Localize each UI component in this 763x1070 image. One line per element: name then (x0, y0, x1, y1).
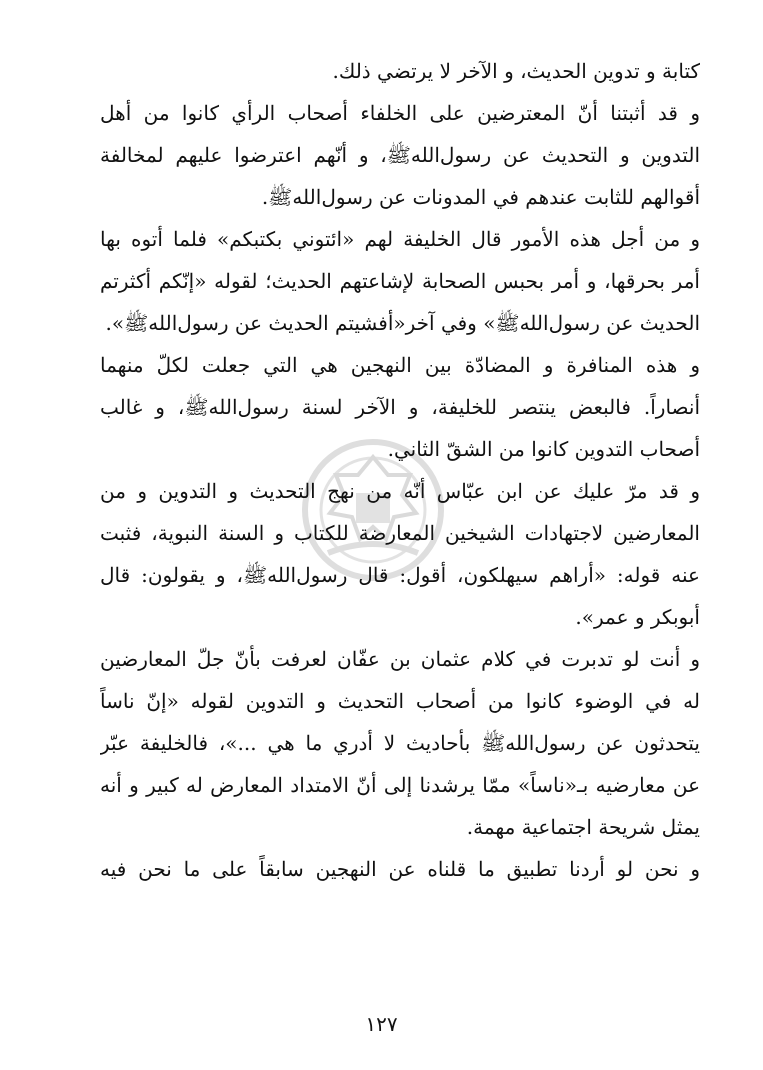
text-line: و قد أثبتنا أنّ المعترضين على الخلفاء أصحاب الرأي كانوا من أهل (100, 101, 700, 125)
text-line: أبوبكر و عمر». (575, 605, 700, 629)
text-line: و قد مرّ عليك عن ابن عبّاس أنّه من نهج التحديث و التدوين و من (100, 479, 700, 503)
text-line: عنه قوله: «أراهم سيهلكون، أقول: قال رسول‌اللهﷺ، و يقولون: قال (100, 563, 700, 587)
text-line: يمثل شريحة اجتماعية مهمة. (466, 815, 700, 839)
main-text (100, 50, 700, 890)
text-line: و هذه المنافرة و المضادّة بين النهجين هي التي جعلت لكلّ منهما (100, 353, 700, 377)
text-line: عن معارضيه بـ«ناساً» ممّا يرشدنا إلى أنّ الامتداد المعارض له كبير و أنه (100, 773, 700, 797)
text-line: أمر بحرقها، و أمر بحبس الصحابة لإشاعتهم الحديث؛ لقوله «إنّكم أكثرتم (100, 269, 700, 293)
page-number: ١٢٧ (365, 1012, 398, 1036)
text-line: أقوالهم للثابت عندهم في المدونات عن رسول‌اللهﷺ. (261, 185, 700, 209)
text-line: المعارضين لاجتهادات الشيخين المعارضة للكتاب و السنة النبوية، فثبت (100, 521, 700, 545)
text-line: أصحاب التدوين كانوا من الشقّ الثاني. (387, 437, 700, 461)
text-line: كتابة و تدوين الحديث، و الآخر لا يرتضي ذلك. (332, 59, 700, 83)
text-line: و أنت لو تدبرت في كلام عثمان بن عفّان لعرفت بأنّ جلّ المعارضين (100, 647, 700, 671)
text-line: له في الوضوء كانوا من أصحاب التحديث و التدوين لقوله «إنّ ناساً (100, 689, 700, 713)
text-line: و من أجل هذه الأمور قال الخليفة لهم «ائتوني بكتبكم» فلما أتوه بها (100, 227, 700, 251)
text-line: الحديث عن رسول‌اللهﷺ» وفي آخر«أفشيتم الحديث عن رسول‌اللهﷺ». (105, 311, 700, 335)
text-line: و نحن لو أردنا تطبيق ما قلناه عن النهجين سابقاً على ما نحن فيه (100, 857, 700, 881)
text-line: التدوين و التحديث عن رسول‌اللهﷺ، و أنّهم اعترضوا عليهم لمخالفة (100, 143, 700, 167)
text-line: يتحدثون عن رسول‌اللهﷺ بأحاديث لا أدري ما هي ...»، فالخليفة عبّر (100, 731, 700, 755)
text-line: أنصاراً. فالبعض ينتصر للخليفة، و الآخر لسنة رسول‌اللهﷺ، و غالب (100, 395, 700, 419)
